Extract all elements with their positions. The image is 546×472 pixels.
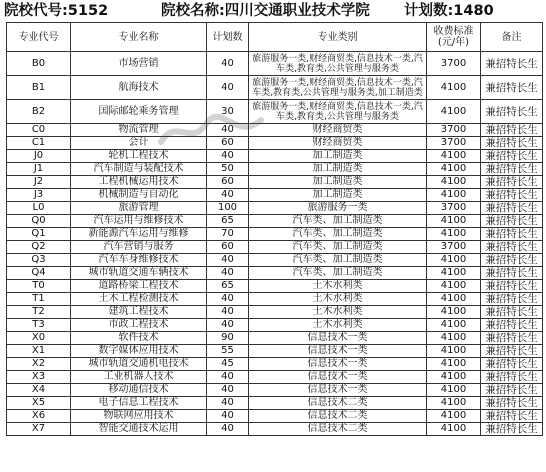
major-category: 土木水利类 [249,293,427,306]
remark: 兼招特长生 [481,306,543,319]
major-name: 汽车运用与维修技术 [71,215,207,228]
table-row [7,371,543,384]
plan-count: 60 [207,176,249,189]
remark: 兼招特长生 [481,241,543,254]
major-name: 建筑工程技术 [71,306,207,319]
major-code: X3 [7,371,71,384]
remark: 兼招特长生 [481,332,543,345]
plan-count: 60 [207,137,249,150]
major-code: J3 [7,189,71,202]
major-code: J2 [7,176,71,189]
tuition-fee: 4100 [427,254,481,267]
plan-count: 90 [207,332,249,345]
major-name: 城市轨道交通车辆技术 [71,267,207,280]
plan-count: 60 [207,241,249,254]
table-row [7,332,543,345]
remark: 兼招特长生 [481,254,543,267]
plan-count: 45 [207,358,249,371]
major-category: 汽车类、加工制造类 [249,228,427,241]
major-code: X0 [7,332,71,345]
major-code: Q4 [7,267,71,280]
table-body [7,52,543,436]
table-row [7,202,543,215]
enrollment-table [6,22,543,436]
table-row [7,52,543,76]
major-name: 汽车营销与服务 [71,241,207,254]
remark: 兼招特长生 [481,293,543,306]
tuition-fee: 4100 [427,150,481,163]
plan-count: 40 [207,150,249,163]
plan-count: 40 [207,319,249,332]
tuition-fee: 4100 [427,306,481,319]
major-name: 物联网应用技术 [71,410,207,423]
major-category: 加工制造类 [249,189,427,202]
major-category: 旅游服务一类,财经商贸类,信息技术一类,汽车类,教育类,公共管理与服务类,加工制造类 [249,76,427,100]
table-row [7,384,543,397]
major-category: 汽车类、加工制造类 [249,254,427,267]
plan-count: 40 [207,397,249,410]
plan-total: 计划数:1480 [404,3,494,19]
tuition-fee: 4100 [427,345,481,358]
major-name: 物流管理 [71,124,207,137]
column-header: 专业名称 [71,23,207,52]
major-code: X1 [7,345,71,358]
remark: 兼招特长生 [481,423,543,436]
school-name: 院校名称:四川交通职业技术学院 [161,3,370,19]
major-category: 土木水利类 [249,280,427,293]
major-name: 机械制造与自动化 [71,189,207,202]
table-row [7,215,543,228]
major-category: 加工制造类 [249,176,427,189]
tuition-fee: 4100 [427,319,481,332]
tuition-fee: 4100 [427,176,481,189]
remark: 兼招特长生 [481,202,543,215]
major-code: L0 [7,202,71,215]
plan-count: 40 [207,254,249,267]
plan-count: 40 [207,371,249,384]
major-name: 汽车车身维修技术 [71,254,207,267]
major-category: 财经商贸类 [249,124,427,137]
major-category: 信息技术二类 [249,410,427,423]
tuition-fee: 4100 [427,228,481,241]
remark: 兼招特长生 [481,189,543,202]
major-code: T1 [7,293,71,306]
remark: 兼招特长生 [481,124,543,137]
remark: 兼招特长生 [481,150,543,163]
tuition-fee: 4100 [427,189,481,202]
major-category: 信息技术一类 [249,371,427,384]
table-row [7,254,543,267]
table-header-row [7,23,543,52]
table-row [7,267,543,280]
tuition-fee: 4100 [427,397,481,410]
plan-count: 40 [207,423,249,436]
major-code: C0 [7,124,71,137]
plan-count: 70 [207,228,249,241]
major-code: X2 [7,358,71,371]
tuition-fee: 4100 [427,332,481,345]
major-category: 加工制造类 [249,150,427,163]
major-category: 汽车类、加工制造类 [249,267,427,280]
table-row [7,345,543,358]
table-row [7,137,543,150]
remark: 兼招特长生 [481,410,543,423]
tuition-fee: 4100 [427,293,481,306]
major-code: C1 [7,137,71,150]
plan-count: 65 [207,280,249,293]
plan-count: 50 [207,163,249,176]
major-category: 土木水利类 [249,319,427,332]
tuition-fee: 4100 [427,384,481,397]
column-header: 收费标准(元/年) [427,23,481,52]
tuition-fee: 4100 [427,371,481,384]
major-name: 轮机工程技术 [71,150,207,163]
remark: 兼招特长生 [481,163,543,176]
major-name: 国际邮轮乘务管理 [71,100,207,124]
plan-count: 40 [207,52,249,76]
remark: 兼招特长生 [481,319,543,332]
major-name: 汽车制造与装配技术 [71,163,207,176]
plan-count: 40 [207,267,249,280]
tuition-fee: 3700 [427,52,481,76]
remark: 兼招特长生 [481,267,543,280]
tuition-fee: 4100 [427,76,481,100]
table-row [7,410,543,423]
remark: 兼招特长生 [481,137,543,150]
table-row [7,280,543,293]
table-row [7,100,543,124]
column-header: 备注 [481,23,543,52]
major-name: 土木工程检测技术 [71,293,207,306]
major-code: X5 [7,397,71,410]
tuition-fee: 4100 [427,423,481,436]
tuition-fee: 3700 [427,124,481,137]
plan-count: 40 [207,189,249,202]
major-code: J1 [7,163,71,176]
plan-count: 55 [207,345,249,358]
tuition-fee: 4100 [427,163,481,176]
major-category: 信息技术一类 [249,384,427,397]
column-header: 计划数 [207,23,249,52]
table-row [7,358,543,371]
major-code: J0 [7,150,71,163]
major-category: 信息技术二类 [249,397,427,410]
major-name: 旅游管理 [71,202,207,215]
major-name: 市场营销 [71,52,207,76]
tuition-fee: 4100 [427,100,481,124]
major-code: X7 [7,423,71,436]
remark: 兼招特长生 [481,76,543,100]
tuition-fee: 4100 [427,358,481,371]
plan-count: 40 [207,124,249,137]
major-category: 财经商贸类 [249,137,427,150]
table-row [7,423,543,436]
tuition-fee: 4100 [427,267,481,280]
table-row [7,319,543,332]
plan-count: 40 [207,384,249,397]
tuition-fee: 3700 [427,137,481,150]
major-category: 汽车类、加工制造类 [249,215,427,228]
major-category: 汽车类、加工制造类 [249,241,427,254]
major-name: 移动通信技术 [71,384,207,397]
column-header: 专业代号 [7,23,71,52]
table-row [7,241,543,254]
remark: 兼招特长生 [481,100,543,124]
major-code: B1 [7,76,71,100]
major-code: B0 [7,52,71,76]
tuition-fee: 4100 [427,215,481,228]
major-code: Q0 [7,215,71,228]
major-name: 工程机械运用技术 [71,176,207,189]
plan-count: 40 [207,293,249,306]
column-header: 专业类别 [249,23,427,52]
major-category: 信息技术二类 [249,423,427,436]
table-row [7,124,543,137]
table-row [7,176,543,189]
remark: 兼招特长生 [481,397,543,410]
major-name: 市政工程技术 [71,319,207,332]
major-name: 城市轨道交通机电技术 [71,358,207,371]
plan-count: 65 [207,215,249,228]
table-row [7,189,543,202]
tuition-fee: 3700 [427,202,481,215]
major-name: 工业机器人技术 [71,371,207,384]
plan-count: 40 [207,410,249,423]
remark: 兼招特长生 [481,358,543,371]
major-category: 旅游服务一类,财经商贸类,信息技术一类,汽车类,教育类,公共管理与服务类 [249,52,427,76]
table-row [7,228,543,241]
table-row [7,293,543,306]
major-code: Q3 [7,254,71,267]
remark: 兼招特长生 [481,215,543,228]
major-code: T0 [7,280,71,293]
major-code: X6 [7,410,71,423]
major-category: 加工制造类 [249,163,427,176]
plan-count: 40 [207,306,249,319]
major-name: 新能源汽车运用与维修 [71,228,207,241]
major-code: B2 [7,100,71,124]
remark: 兼招特长生 [481,345,543,358]
major-category: 信息技术一类 [249,332,427,345]
tuition-fee: 3700 [427,241,481,254]
table-row [7,397,543,410]
major-category: 信息技术一类 [249,345,427,358]
plan-count: 40 [207,76,249,100]
major-category: 土木水利类 [249,306,427,319]
plan-count: 100 [207,202,249,215]
remark: 兼招特长生 [481,384,543,397]
remark: 兼招特长生 [481,52,543,76]
major-code: Q2 [7,241,71,254]
table-row [7,306,543,319]
major-code: Q1 [7,228,71,241]
tuition-fee: 4100 [427,410,481,423]
major-name: 会计 [71,137,207,150]
major-name: 软件技术 [71,332,207,345]
major-category: 旅游服务一类,财经商贸类,信息技术一类,汽车类,教育类,公共管理与服务类 [249,100,427,124]
major-name: 数字媒体应用技术 [71,345,207,358]
major-category: 信息技术一类 [249,358,427,371]
table-row [7,163,543,176]
school-code: 院校代号:5152 [4,3,109,19]
plan-count: 30 [207,100,249,124]
table-row [7,150,543,163]
remark: 兼招特长生 [481,228,543,241]
major-code: T3 [7,319,71,332]
school-header [4,1,542,21]
major-code: X4 [7,384,71,397]
major-name: 航海技术 [71,76,207,100]
remark: 兼招特长生 [481,176,543,189]
major-category: 旅游服务一类 [249,202,427,215]
tuition-fee: 4100 [427,280,481,293]
major-name: 道路桥梁工程技术 [71,280,207,293]
major-name: 智能交通技术运用 [71,423,207,436]
major-code: T2 [7,306,71,319]
remark: 兼招特长生 [481,371,543,384]
major-name: 电子信息工程技术 [71,397,207,410]
table-row [7,76,543,100]
remark: 兼招特长生 [481,280,543,293]
